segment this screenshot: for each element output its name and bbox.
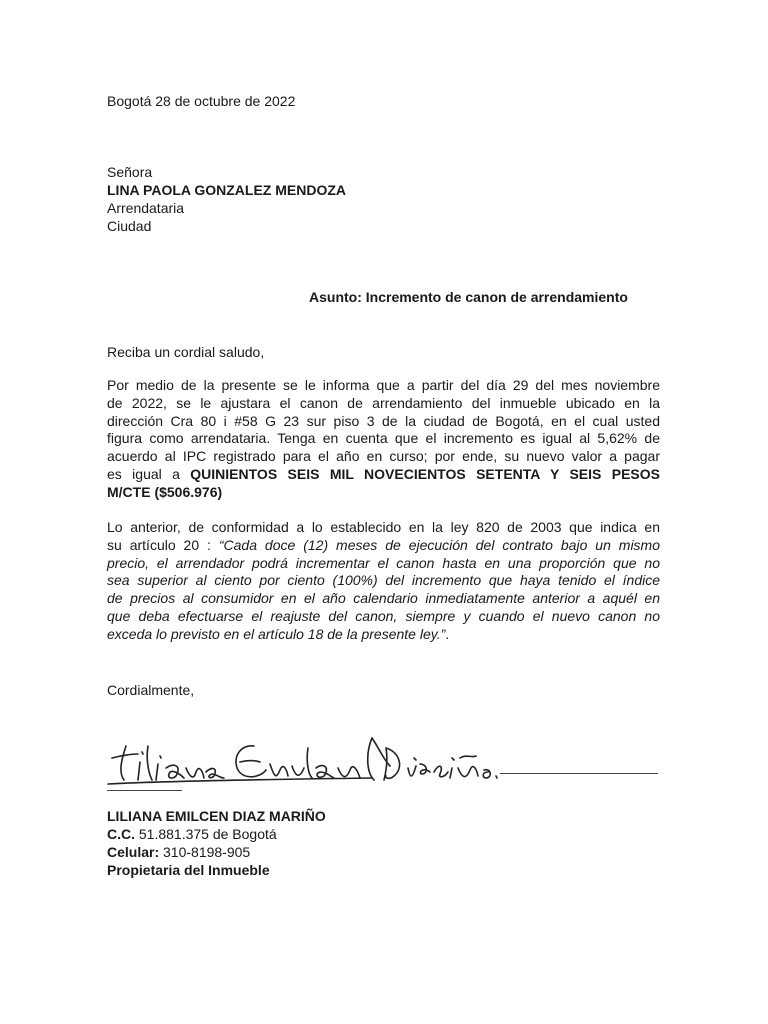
recipient-name: LINA PAOLA GONZALEZ MENDOZA (107, 182, 347, 198)
cc-label: C.C. (107, 826, 135, 842)
closing: Cordialmente, (107, 682, 195, 698)
paragraph-row: de 2022, se le ajustara el canon de arrendamiento del inmueble ubicado en la (107, 394, 660, 411)
signature-line-continuation (107, 790, 182, 791)
law-quote-row: precio, el arrendador podrá incrementar el canon hasta en una proporción que no (107, 554, 660, 571)
article-ref: su artículo 20 : (107, 536, 219, 553)
handwritten-signature (104, 718, 504, 796)
law-quote-row: que deba efectuarse el reajuste del canon, siempre y cuando el nuevo canon no (107, 607, 660, 624)
law-quote: “Cada doce (12) meses de ejecución del contrato bajo un mismo (218, 536, 661, 553)
letter-subject: Asunto: Incremento de canon de arrendamiento (309, 289, 628, 305)
greeting: Reciba un cordial saludo, (107, 344, 265, 360)
amount-words: QUINIENTOS SEIS MIL NOVECIENTOS SETENTA Y SEIS PESOS (190, 465, 660, 482)
recipient-salutation: Señora (107, 164, 153, 180)
paragraph-row: figura como arrendataria. Tenga en cuenta que el incremento es igual al 5,62% de (107, 430, 660, 447)
paragraph-row: Lo anterior, de conformidad a lo establecido en la ley 820 de 2003 que indica en (107, 519, 660, 535)
quote-period: . (445, 625, 450, 642)
law-quote-row: sea superior al ciento por ciento (100%) del incremento que haya tenido el índice (107, 572, 660, 589)
paragraph-row: Por medio de la presente se le informa que a partir del día 29 del mes noviembre (107, 377, 660, 393)
signer-id (107, 825, 277, 843)
phone-value: 310-8198-905 (159, 844, 251, 860)
amount-intro: es igual a (107, 465, 191, 482)
paragraph-row (107, 484, 660, 502)
amount-value: M/CTE ($506.976) (107, 483, 223, 500)
phone-label: Celular: (107, 844, 160, 860)
signer-role: Propietaria del Inmueble (107, 862, 270, 878)
paragraph-row: dirección Cra 80 i #58 G 23 sur piso 3 de la ciudad de Bogotá, en el cual usted (107, 412, 660, 429)
law-quote-row: de precios al consumidor en el año calendario inmediatamente anterior a aquél en (107, 590, 660, 607)
recipient-role: Arrendataria (107, 200, 185, 216)
paragraph-legal (107, 519, 660, 644)
signer-phone (107, 843, 250, 861)
law-quote-end: exceda lo previsto en el artículo 18 de la presente ley.” (107, 625, 446, 642)
paragraph-row (107, 626, 660, 644)
signature-line (500, 773, 658, 774)
signer-name: LILIANA EMILCEN DIAZ MARIÑO (107, 808, 326, 824)
cc-value: 51.881.375 de Bogotá (135, 826, 277, 842)
paragraph-row: acuerdo al IPC registrado para el año en curso; por ende, su nuevo valor a pagar (107, 448, 660, 465)
paragraph-row (107, 537, 660, 555)
recipient-city: Ciudad (107, 218, 152, 234)
paragraph-row (107, 466, 660, 484)
paragraph-increment (107, 377, 660, 502)
letter-date: Bogotá 28 de octubre de 2022 (107, 93, 296, 109)
